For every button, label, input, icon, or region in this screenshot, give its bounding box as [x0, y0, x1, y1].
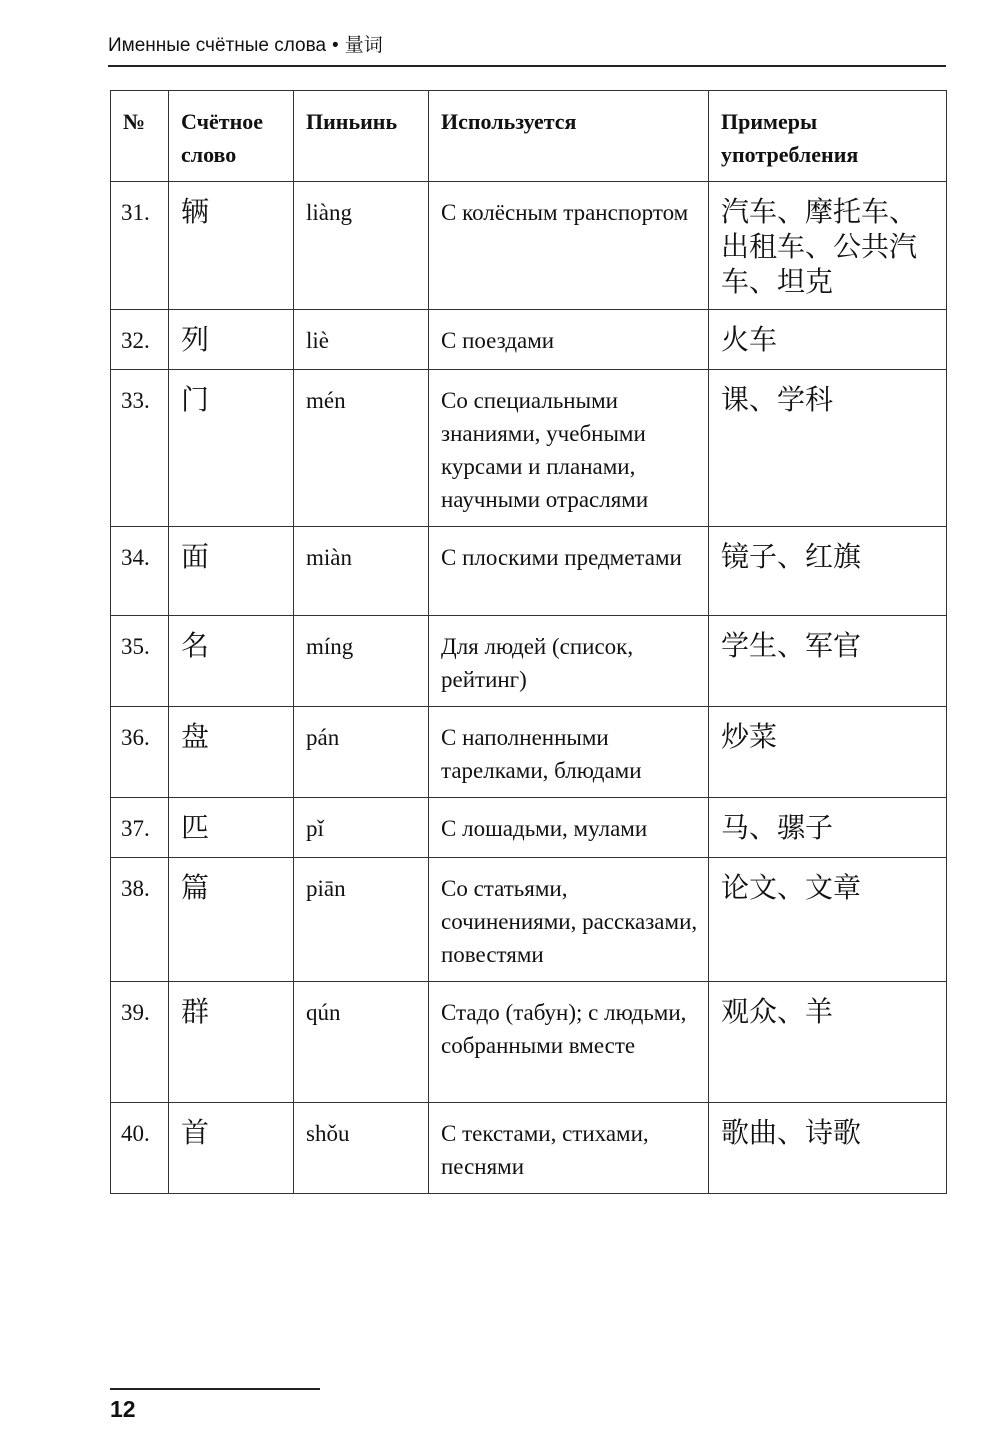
pinyin: liè: [294, 310, 429, 370]
table-row: [111, 370, 947, 527]
examples: 镜子、红旗: [709, 527, 947, 616]
table-row: [111, 182, 947, 310]
row-number: 40.: [111, 1103, 169, 1194]
table-row: [111, 310, 947, 370]
examples: 课、学科: [709, 370, 947, 527]
usage: С наполненными тарелками, блюдами: [429, 707, 709, 798]
column-header-pinyin: Пиньинь: [294, 91, 429, 182]
row-number: 39.: [111, 982, 169, 1103]
pinyin: shǒu: [294, 1103, 429, 1194]
examples: 火车: [709, 310, 947, 370]
counter-word: 门: [169, 370, 294, 527]
table-row: [111, 616, 947, 707]
counter-word: 群: [169, 982, 294, 1103]
pinyin: pǐ: [294, 798, 429, 858]
usage: С лошадьми, мулами: [429, 798, 709, 858]
row-number: 37.: [111, 798, 169, 858]
usage: Со статьями, сочинениями, рассказами, повестями: [429, 858, 709, 982]
counter-word: 辆: [169, 182, 294, 310]
usage: С плоскими предметами: [429, 527, 709, 616]
row-number: 33.: [111, 370, 169, 527]
running-head-chinese-title: 量词: [344, 35, 383, 56]
pinyin: miàn: [294, 527, 429, 616]
footer-divider: [110, 1388, 320, 1390]
counter-word: 篇: [169, 858, 294, 982]
usage: Для людей (список, рейтинг): [429, 616, 709, 707]
table-row: [111, 1103, 947, 1194]
row-number: 36.: [111, 707, 169, 798]
running-head-title: Именные счётные слова: [108, 35, 327, 56]
table-row: [111, 707, 947, 798]
counter-word: 盘: [169, 707, 294, 798]
usage: Со специальными знаниями, учебными курсами и планами, научными отраслями: [429, 370, 709, 527]
counter-word: 列: [169, 310, 294, 370]
counter-word: 首: [169, 1103, 294, 1194]
table-row: [111, 527, 947, 616]
pinyin: piān: [294, 858, 429, 982]
running-head: [108, 30, 383, 57]
examples: 学生、军官: [709, 616, 947, 707]
row-number: 34.: [111, 527, 169, 616]
examples: 汽车、摩托车、出租车、公共汽车、坦克: [709, 182, 947, 310]
row-number: 38.: [111, 858, 169, 982]
pinyin: liàng: [294, 182, 429, 310]
pinyin: pán: [294, 707, 429, 798]
table-row: [111, 982, 947, 1103]
usage: С поездами: [429, 310, 709, 370]
table-row: [111, 798, 947, 858]
page-number: 12: [110, 1396, 136, 1422]
running-head-separator: •: [332, 35, 339, 56]
examples: 歌曲、诗歌: [709, 1103, 947, 1194]
examples: 马、骡子: [709, 798, 947, 858]
table-header-row: [111, 91, 947, 182]
pinyin: qún: [294, 982, 429, 1103]
measure-words-table: [110, 90, 947, 1194]
column-header-examples: Примеры употребления: [709, 91, 947, 182]
usage: С текстами, стихами, песнями: [429, 1103, 709, 1194]
column-header-counter-word: Счётное слово: [169, 91, 294, 182]
pinyin: míng: [294, 616, 429, 707]
row-number: 32.: [111, 310, 169, 370]
examples: 论文、文章: [709, 858, 947, 982]
examples: 炒菜: [709, 707, 947, 798]
counter-word: 面: [169, 527, 294, 616]
pinyin: mén: [294, 370, 429, 527]
counter-word: 匹: [169, 798, 294, 858]
header-divider: [108, 65, 946, 67]
usage: Стадо (табун); с людьми, собранными вместе: [429, 982, 709, 1103]
examples: 观众、羊: [709, 982, 947, 1103]
column-header-usage: Используется: [429, 91, 709, 182]
usage: С колёсным транспортом: [429, 182, 709, 310]
column-header-number: №: [111, 91, 169, 182]
table-row: [111, 858, 947, 982]
row-number: 31.: [111, 182, 169, 310]
counter-word: 名: [169, 616, 294, 707]
row-number: 35.: [111, 616, 169, 707]
